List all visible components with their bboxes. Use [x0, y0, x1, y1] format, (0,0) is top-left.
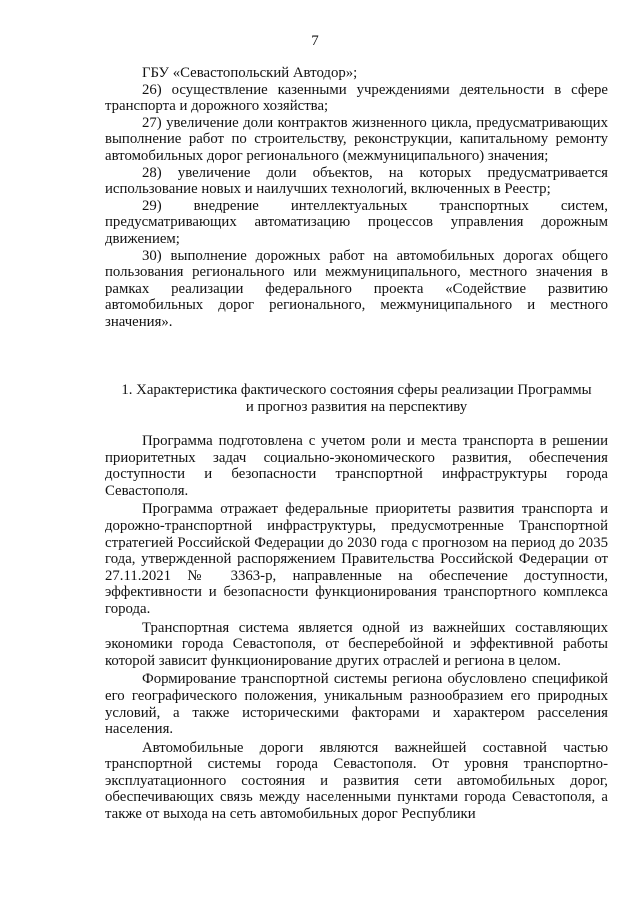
paragraph: Программа отражает федеральные приоритеты развития транспорта и дорожно-транспортной инфраструктуры, предусмотренные Транспортной стратегией Российской Федерации до 2030 года с прогнозом на период до 2035 года, утвержденной распоряжением Правительства Российской Федерации от 27.11.2021 № 3363-р, направленные на обеспечение доступности, эффективности и безопасности функционирования транспортного комплекса города.	[105, 501, 608, 617]
list-item: 30) выполнение дорожных работ на автомобильных дорогах общего пользования регионального или межмуниципального, местного значения в рамках реализации федерального проекта «Содействие развитию автомобильных дорог регионального, межмуниципального и местного значения».	[105, 247, 608, 330]
section-heading-line: 1. Характеристика фактического состояния сферы реализации Программы	[121, 382, 592, 398]
paragraph: Программа подготовлена с учетом роли и места транспорта в решении приоритетных задач социально-экономического развития, обеспечения доступности и безопасности транспортной инфраструктуры города Севастополя.	[105, 433, 608, 499]
list-item: 29) внедрение интеллектуальных транспортных систем, предусматривающих автоматизацию процессов управления дорожным движением;	[105, 197, 608, 247]
list-item: 28) увеличение доли объектов, на которых предусматривается использование новых и наилучших технологий, включенных в Реестр;	[105, 164, 608, 198]
list-block	[105, 65, 608, 331]
body-text	[105, 433, 608, 825]
list-item: 26) осуществление казенными учреждениями деятельности в сфере транспорта и дорожного хозяйства;	[105, 81, 608, 115]
section-heading-line: и прогноз развития на перспективу	[245, 398, 468, 415]
list-item: 27) увеличение доли контрактов жизненного цикла, предусматривающих выполнение работ по строительству, реконструкции, капитальному ремонту автомобильных дорог регионального (межмуниципального) значения;	[105, 114, 608, 164]
paragraph: Автомобильные дороги являются важнейшей составной частью транспортной системы города Севастополя. От уровня транспортно-эксплуатационного состояния и развития сети автомобильных дорог, обеспечивающих связь между населенными пунктами города Севастополя, а также от выхода на сеть автомобильных дорог Республики	[105, 739, 608, 823]
page-number: 7	[311, 33, 319, 49]
paragraph: Транспортная система является одной из важнейших составляющих экономики города Севастополя, от бесперебойной и эффективной работы которой зависит функционирование других отраслей и региона в целом.	[105, 619, 608, 669]
list-item: ГБУ «Севастопольский Автодор»;	[142, 65, 358, 81]
section-heading	[105, 382, 608, 415]
paragraph: Формирование транспортной системы региона обусловлено спецификой его географического положения, уникальным разнообразием его природных условий, а также историческими факторами и характером расселения населения.	[105, 671, 608, 738]
